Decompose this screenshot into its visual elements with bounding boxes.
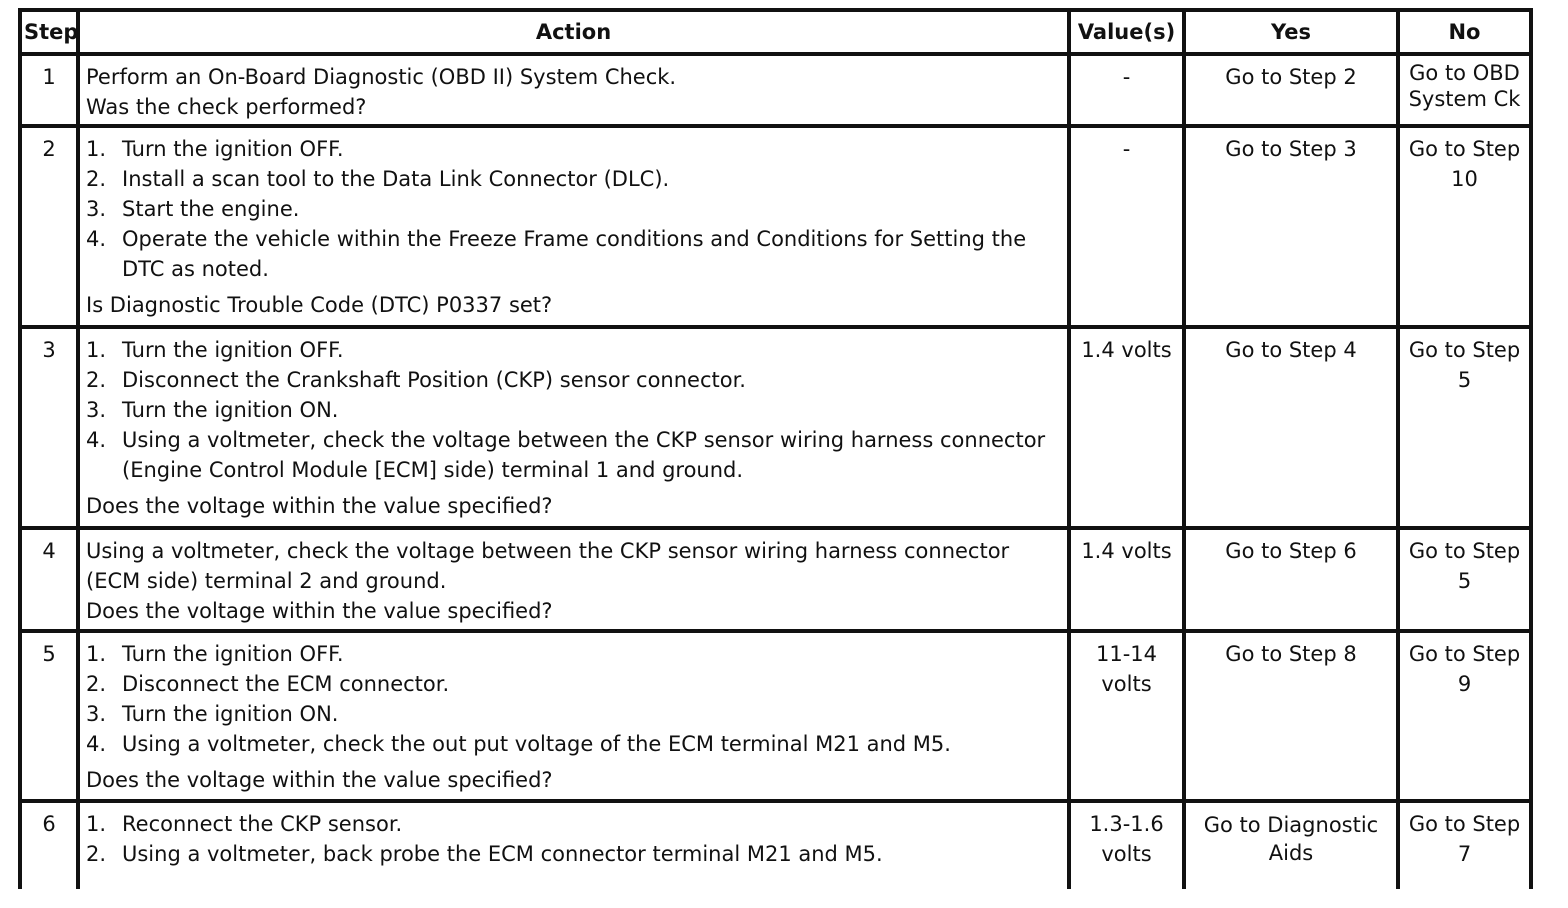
substep-number: 4. bbox=[86, 732, 107, 756]
table-row bbox=[20, 327, 1531, 528]
substep-text: Using a voltmeter, check the out put voltage of the ECM terminal M21 and M5. bbox=[122, 732, 951, 756]
action-text: Using a voltmeter, check the voltage between the CKP sensor wiring harness connector (ECM side) terminal 2 and ground. bbox=[86, 539, 1010, 593]
substep-list bbox=[86, 335, 1061, 485]
list-item bbox=[86, 669, 1061, 699]
yes-cell: Go to Step 6 bbox=[1184, 528, 1398, 631]
substep-number: 3. bbox=[86, 398, 107, 422]
yes-cell: Go to Diagnostic Aids bbox=[1184, 801, 1398, 889]
substep-number: 2. bbox=[86, 368, 107, 392]
action-question: Does the voltage within the value specified? bbox=[86, 494, 553, 518]
action-question: Was the check performed? bbox=[86, 95, 367, 119]
substep-list bbox=[86, 639, 1061, 759]
action-cell bbox=[78, 801, 1069, 889]
value-cell: 1.4 volts bbox=[1069, 528, 1184, 631]
list-item bbox=[86, 839, 1061, 869]
step-number: 5 bbox=[20, 631, 78, 801]
substep-text: Reconnect the CKP sensor. bbox=[122, 812, 403, 836]
header-row bbox=[20, 10, 1531, 54]
step-number: 6 bbox=[20, 801, 78, 889]
yes-cell: Go to Step 4 bbox=[1184, 327, 1398, 528]
list-item bbox=[86, 365, 1061, 395]
header-step: Step bbox=[20, 10, 78, 54]
header-yes: Yes bbox=[1184, 10, 1398, 54]
value-cell: 1.4 volts bbox=[1069, 327, 1184, 528]
substep-text: Turn the ignition OFF. bbox=[122, 338, 344, 362]
substep-number: 3. bbox=[86, 702, 107, 726]
substep-number: 1. bbox=[86, 338, 107, 362]
action-cell bbox=[78, 327, 1069, 528]
list-item bbox=[86, 425, 1061, 485]
substep-text: Using a voltmeter, check the voltage between the CKP sensor wiring harness connector (Engine Control Module [ECM] side) terminal 1 and ground. bbox=[122, 428, 1046, 482]
substep-text: Turn the ignition ON. bbox=[122, 398, 339, 422]
yes-cell: Go to Step 2 bbox=[1184, 54, 1398, 126]
list-item bbox=[86, 699, 1061, 729]
substep-number: 4. bbox=[86, 227, 107, 251]
list-item bbox=[86, 134, 1061, 164]
substep-number: 2. bbox=[86, 672, 107, 696]
substep-text: Operate the vehicle within the Freeze Frame conditions and Conditions for Setting the DTC as noted. bbox=[122, 227, 1027, 281]
substep-text: Turn the ignition OFF. bbox=[122, 642, 344, 666]
action-text: Perform an On-Board Diagnostic (OBD II) System Check. bbox=[86, 65, 677, 89]
step-number: 3 bbox=[20, 327, 78, 528]
substep-text: Disconnect the ECM connector. bbox=[122, 672, 450, 696]
substep-text: Turn the ignition ON. bbox=[122, 702, 339, 726]
table-row bbox=[20, 528, 1531, 631]
action-question: Is Diagnostic Trouble Code (DTC) P0337 set? bbox=[86, 293, 553, 317]
no-cell: Go to Step 10 bbox=[1398, 126, 1531, 327]
no-cell: Go to Step 7 bbox=[1398, 801, 1531, 889]
substep-number: 3. bbox=[86, 197, 107, 221]
no-cell: Go to Step 5 bbox=[1398, 327, 1531, 528]
substep-text: Disconnect the Crankshaft Position (CKP) sensor connector. bbox=[122, 368, 746, 392]
no-cell: Go to Step 5 bbox=[1398, 528, 1531, 631]
table-row bbox=[20, 801, 1531, 889]
value-cell: 1.3-1.6 volts bbox=[1069, 801, 1184, 889]
step-number: 1 bbox=[20, 54, 78, 126]
table-row bbox=[20, 54, 1531, 126]
substep-text: Install a scan tool to the Data Link Connector (DLC). bbox=[122, 167, 670, 191]
action-cell bbox=[78, 54, 1069, 126]
substep-text: Using a voltmeter, back probe the ECM connector terminal M21 and M5. bbox=[122, 842, 883, 866]
step-number: 4 bbox=[20, 528, 78, 631]
substep-number: 2. bbox=[86, 842, 107, 866]
list-item bbox=[86, 729, 1061, 759]
substep-list bbox=[86, 134, 1061, 284]
action-cell bbox=[78, 528, 1069, 631]
header-action: Action bbox=[78, 10, 1069, 54]
list-item bbox=[86, 194, 1061, 224]
list-item bbox=[86, 335, 1061, 365]
list-item bbox=[86, 224, 1061, 284]
value-cell: - bbox=[1069, 126, 1184, 327]
action-question: Does the voltage within the value specified? bbox=[86, 768, 553, 792]
table-row bbox=[20, 631, 1531, 801]
value-cell: - bbox=[1069, 54, 1184, 126]
list-item bbox=[86, 809, 1061, 839]
diagnostic-table bbox=[18, 8, 1533, 889]
no-cell: Go to Step 9 bbox=[1398, 631, 1531, 801]
substep-number: 4. bbox=[86, 428, 107, 452]
list-item bbox=[86, 164, 1061, 194]
yes-cell: Go to Step 8 bbox=[1184, 631, 1398, 801]
substep-list bbox=[86, 809, 1061, 869]
list-item bbox=[86, 395, 1061, 425]
yes-cell: Go to Step 3 bbox=[1184, 126, 1398, 327]
step-number: 2 bbox=[20, 126, 78, 327]
substep-number: 2. bbox=[86, 167, 107, 191]
header-no: No bbox=[1398, 10, 1531, 54]
table-row bbox=[20, 126, 1531, 327]
substep-number: 1. bbox=[86, 812, 107, 836]
substep-number: 1. bbox=[86, 642, 107, 666]
value-cell: 11-14 volts bbox=[1069, 631, 1184, 801]
header-values: Value(s) bbox=[1069, 10, 1184, 54]
substep-text: Start the engine. bbox=[122, 197, 300, 221]
no-cell: Go to OBD System Ck bbox=[1398, 54, 1531, 126]
list-item bbox=[86, 639, 1061, 669]
substep-number: 1. bbox=[86, 137, 107, 161]
substep-text: Turn the ignition OFF. bbox=[122, 137, 344, 161]
action-question: Does the voltage within the value specified? bbox=[86, 599, 553, 623]
action-cell bbox=[78, 631, 1069, 801]
action-cell bbox=[78, 126, 1069, 327]
